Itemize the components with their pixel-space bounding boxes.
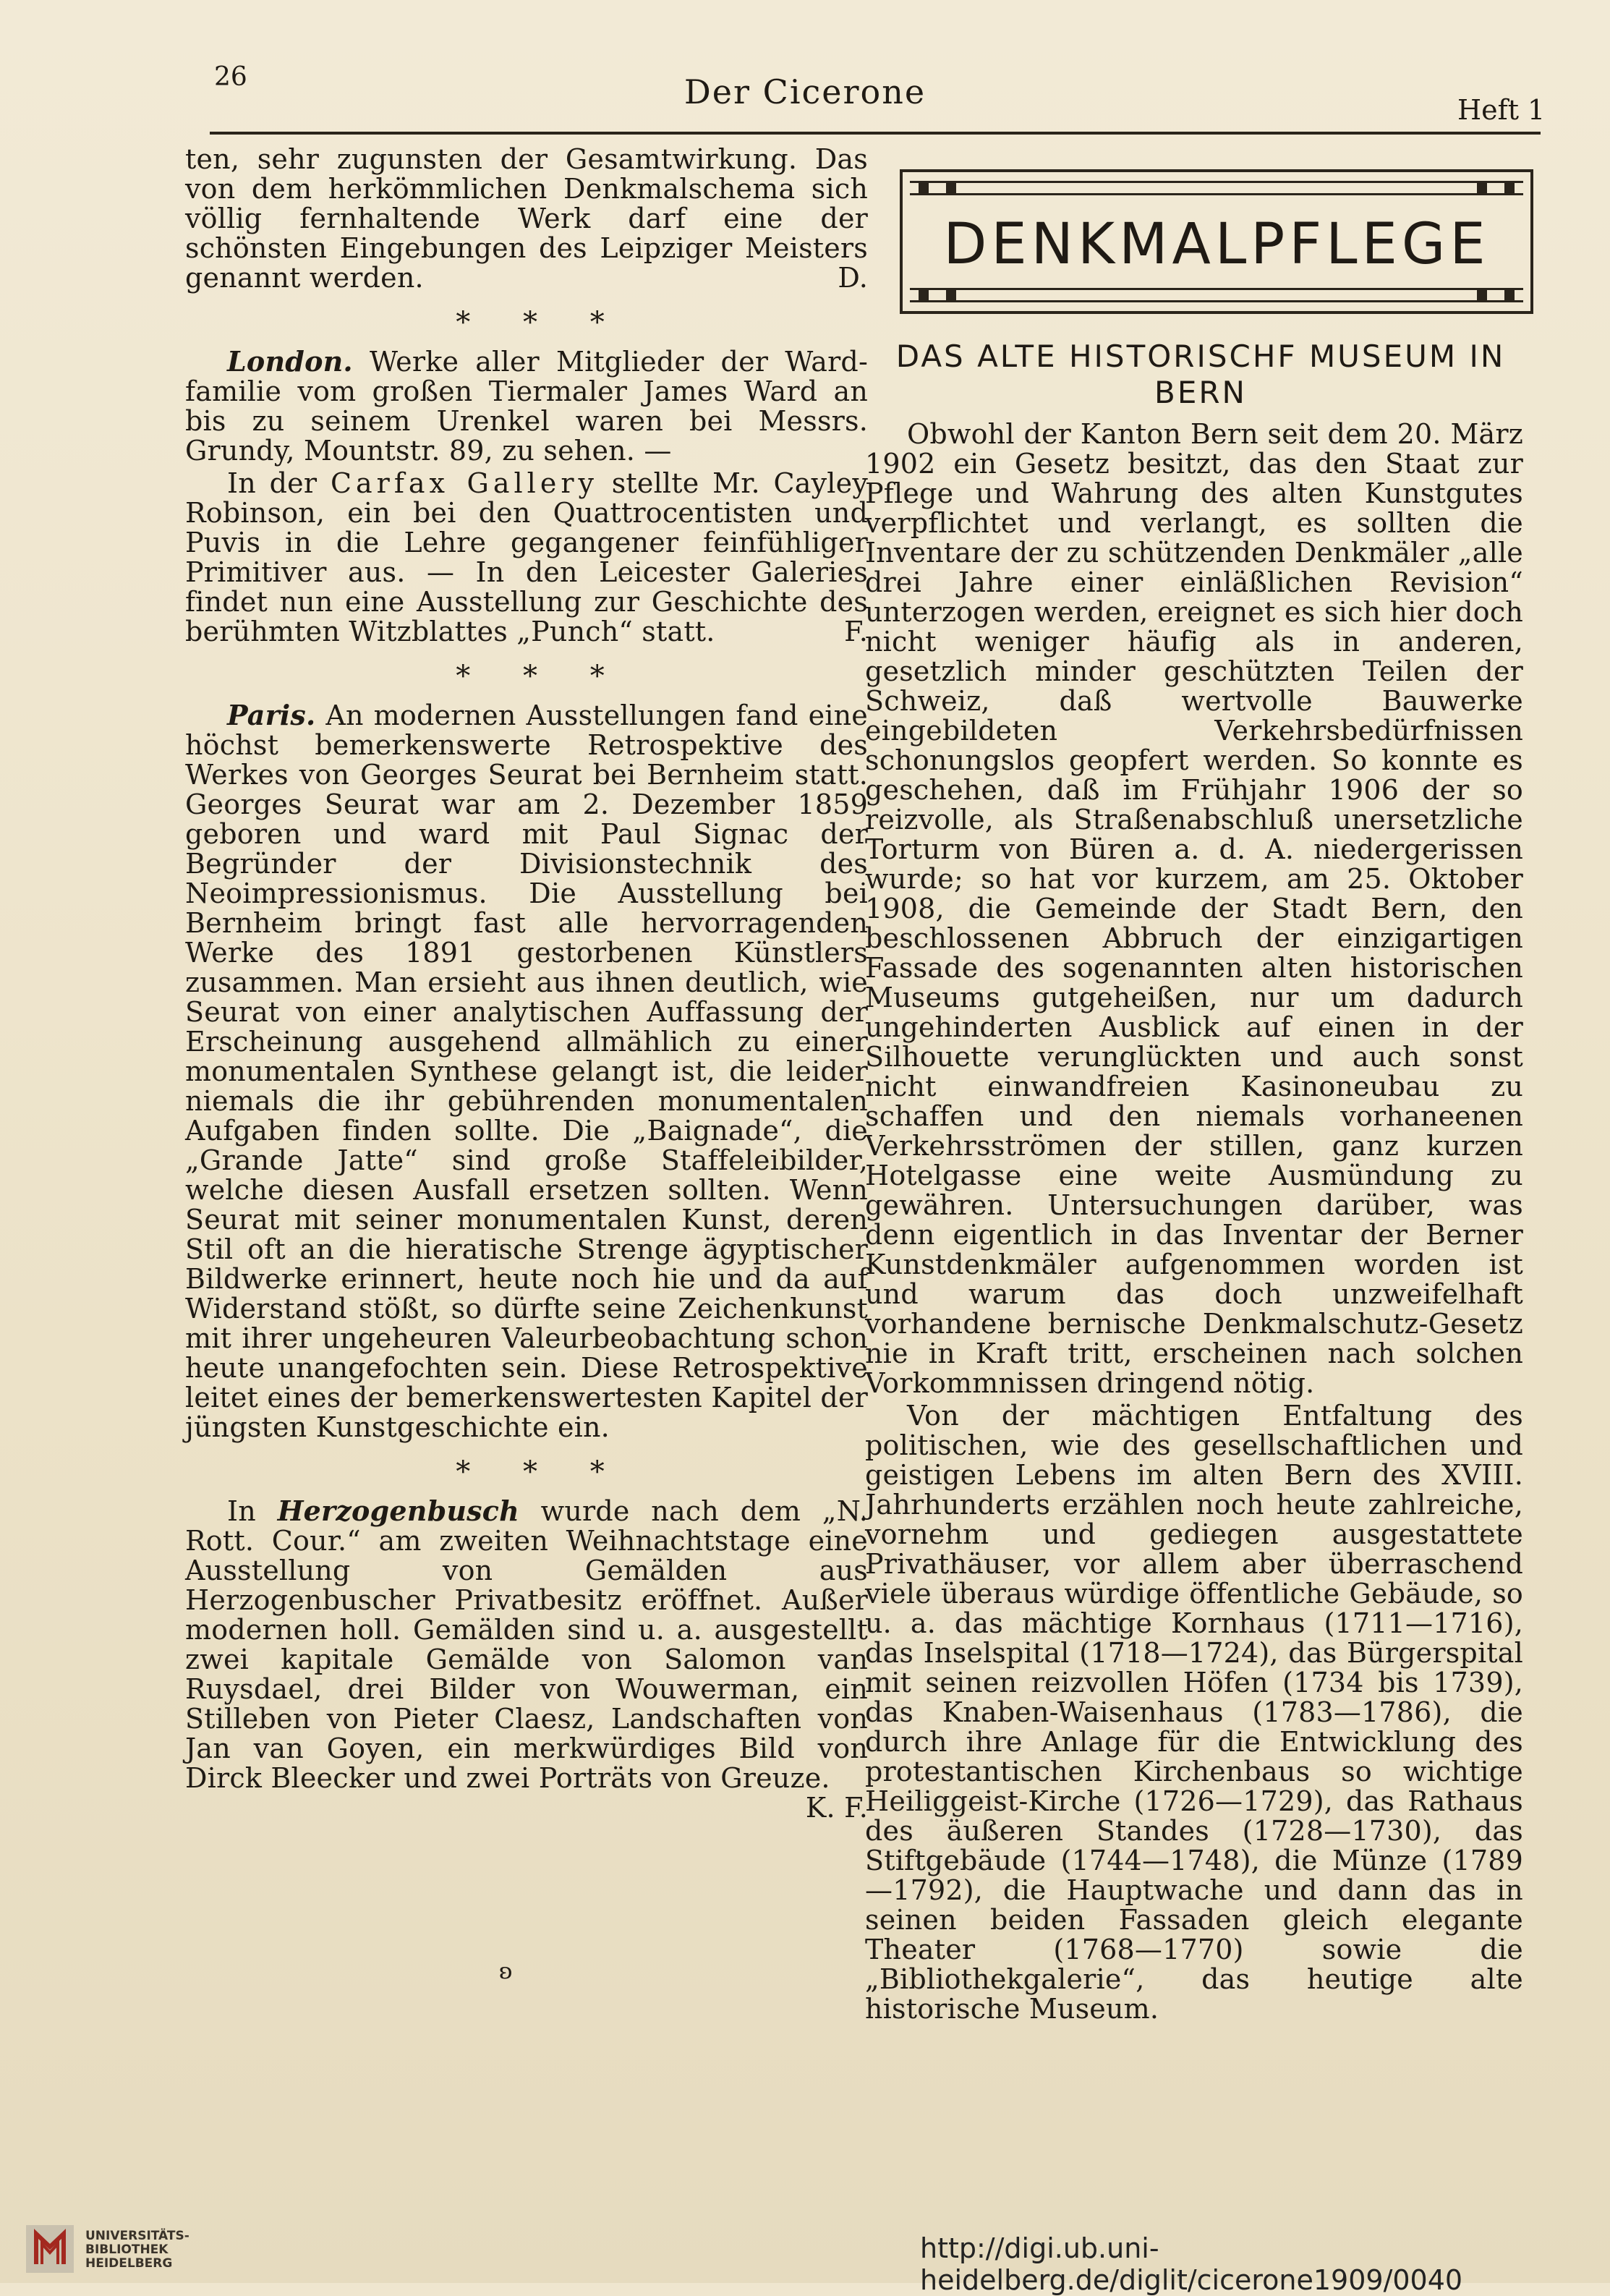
carfax-gallery-name: Carfax Gallery: [330, 467, 598, 499]
section-separator: * * *: [456, 1455, 626, 1489]
intro-signature: D.: [838, 262, 868, 294]
carfax-paragraph: [185, 469, 868, 647]
decorative-square: [1504, 290, 1515, 300]
herz-signature: K. F.: [805, 1792, 868, 1824]
decorative-band: [910, 288, 1523, 302]
article-paragraph-2: Von der mächtigen Entfaltung des politischen, wie des gesellschaftlichen und geistigen Lebens im alten Bern des XVIII. Jahrhunderts erzählen noch heute zahlreiche, vornehm und gediegen ausgestattete Privathäuser, vor allem aber überraschend viele überaus würdige öffentliche Gebäude, so u. a. das mächtige Kornhaus (1711—1716), das Inselspital (1718—1724), das Bürgerspital mit seinen reizvollen Höfen (1734 bis 1739), das Knaben-Waisenhaus (1783—1786), die durch ihre Anlage für die Entwicklung des protestantischen Kirchenbaus so wichtige Heiliggeist-Kirche (1726—1729), das Rathaus des äußeren Standes (1728—1730), das Stiftgebäude (1744—1748), die Münze (1789—1792), die Hauptwache und dann das in seinen beiden Fassaden gleich elegante Theater (1768—1770) sowie die „Bibliothekgalerie“, das heutige alte historische Museum.: [865, 1400, 1523, 2025]
section-title: DENKMALPFLEGE: [943, 212, 1490, 277]
decorative-square: [946, 183, 956, 193]
section-separator: * * *: [456, 306, 626, 339]
section-separator: * * *: [456, 660, 626, 693]
article-paragraph-1: Obwohl der Kanton Bern seit dem 20. März 1902 ein Gesetz besitzt, das den Staat zur Pflege und Wahrung des alten Kunstgutes verpflichtet und verlangt, es sollten die Inventare der zu schützenden Denkmäler „alle drei Jahre einer einläßlichen Revision“ unterzogen werden, ereignet es sich hier doch nicht weniger häufig als in anderen, gesetzlich minder geschützten Teilen der Schweiz, daß wertvolle Bauwerke eingebildeten Verkehrsbedürfnissen schonungslos geopfert werden. So konnte es geschehen, daß im Frühjahr 1906 der so reizvolle, als Straßenabschluß unersetzliche Torturm von Büren a. d. A. niedergerissen wurde; so hat vor kurzem, am 25. Oktober 1908, die Gemeinde der Stadt Bern, den beschlossenen Abbruch der einzigartigen Fassade des sogenannten alten historischen Museums gutgeheißen, nur um dadurch ungehinderten Ausblick auf einen in der Silhouette verunglückten und auch sonst nicht einwandfreien Kasinoneubau zu schaffen und den niemals vorhaneenen Verkehrsströmen der stillen, ganz kurzen Hotelgasse eine weite Ausmündung zu gewähren. Untersuchungen darüber, was denn eigentlich in das Inventar der Berner Kunstdenkmäler aufgenommen worden ist und warum das doch unzweifelhaft vorhandene bernische Denkmalschutz-Gesetz nie in Kraft tritt, erscheinen nach solchen Vorkommnissen dringend nötig.: [865, 418, 1523, 1399]
decorative-square: [1477, 183, 1487, 193]
decorative-square: [1504, 183, 1515, 193]
carfax-pre: In der: [227, 467, 331, 499]
section-header-box: [900, 169, 1533, 314]
paris-text: An modernen Ausstellungen fand eine höchst bemerkenswerte Retrospektive des Werkes von Georges Seurat bei Bernheim statt. Georges Seurat war am 2. Dezember 1859 geboren und ward mit Paul Signac der Begründer der Divisionstechnik des Neoimpressionismus. Die Ausstellung bei Bernheim bringt fast alle hervorragenden Werke des 1891 gestorbenen Künstlers zusammen. Man ersieht aus ihnen deutlich, wie Seurat von einer analytischen Auffassung der Erscheinung ausgehend allmählich zu einer monumentalen Synthese gelangt ist, die leider niemals die ihr gebührenden monumentalen Aufgaben finden sollte. Die „Baignade“, die „Grande Jatte“ sind große Staffeleibilder, welche diesen Ausfall ersetzen sollten. Wenn Seurat mit seiner monumentalen Kunst, deren Stil oft an die hieratische Strenge ägyptischer Bildwerke erinnert, heute noch hie und da auf Widerstand stößt, so dürfte seine Zeichenkunst mit ihrer ungeheuren Valeurbeobachtung schon heute unangefochten sein. Diese Retrospektive leitet eines der bemerkenswertesten Kapitel der jüngsten Kunstgeschichte ein.: [185, 700, 868, 1443]
paris-place: Paris.: [227, 699, 316, 731]
ornament: ʚ: [499, 1959, 513, 1984]
right-column: [865, 420, 1523, 2027]
journal-title: Der Cicerone: [683, 72, 927, 111]
library-name-line: UNIVERSITÄTS-: [85, 2229, 189, 2243]
article-title-block: [875, 339, 1526, 424]
paris-paragraph: [185, 700, 868, 1442]
source-url-link[interactable]: http://digi.ub.uni-heidelberg.de/diglit/cicerone1909/0040: [920, 2232, 1463, 2296]
library-logo-icon: [26, 2225, 74, 2273]
left-column: [185, 145, 868, 1826]
decorative-square: [946, 290, 956, 300]
intro-text: ten, sehr zugunsten der Gesamtwirkung. Das von dem herkömmlichen Denkmalschema sich völlig fernhaltende Werk darf eine der schönsten Eingebungen des Leipziger Meisters genannt werden.: [185, 143, 868, 294]
london-text: Werke aller Mitglieder der Ward-familie vom großen Tiermaler James Ward an bis zu seinem Urenkel waren bei Messrs. Grundy, Mountstr. 89, zu sehen. —: [185, 346, 868, 467]
page-number: 26: [214, 62, 247, 92]
decorative-square: [919, 183, 929, 193]
decorative-square: [1477, 290, 1487, 300]
carfax-text: stellte Mr. Cayley Robinson, ein bei den Quattrocentisten und Puvis in die Lehre gegangener feinfühliger Primitiver aus. — In den Leicester Galeries findet nun eine Ausstellung zur Geschichte des berühmten Witzblattes „Punch“ statt.: [185, 467, 868, 647]
library-name: [85, 2229, 189, 2271]
herz-pre: In: [227, 1495, 278, 1527]
decorative-band: [910, 181, 1523, 195]
intro-paragraph: [185, 145, 868, 293]
herzogenbusch-paragraph: [185, 1496, 868, 1823]
article-title: DAS ALTE HISTORISCHF MUSEUM IN BERN: [895, 339, 1506, 410]
library-name-line: BIBLIOTHEK: [85, 2242, 169, 2257]
header-rule: [210, 132, 1541, 135]
london-place: London.: [227, 345, 353, 378]
carfax-signature: F.: [844, 616, 868, 647]
issue-label: Heft 1: [1457, 94, 1546, 126]
herzogenbusch-place: Herzogenbusch: [277, 1494, 519, 1527]
library-name-line: HEIDELBERG: [85, 2256, 173, 2271]
decorative-square: [919, 290, 929, 300]
london-paragraph: [185, 346, 868, 466]
herz-text: wurde nach dem „N. Rott. Cour.“ am zweiten Weihnachtstage eine Ausstellung von Gemälden aus Herzogenbuscher Privatbesitz eröffnet. Außer modernen holl. Gemälden sind u. a. ausgestellt zwei kapitale Gemälde von Salomon van Ruysdael, drei Bilder von Wouwerman, ein Stilleben von Pieter Claesz, Landschaften von Jan van Goyen, ein merkwürdiges Bild von Dirck Bleecker und zwei Porträts von Greuze.: [185, 1495, 868, 1794]
